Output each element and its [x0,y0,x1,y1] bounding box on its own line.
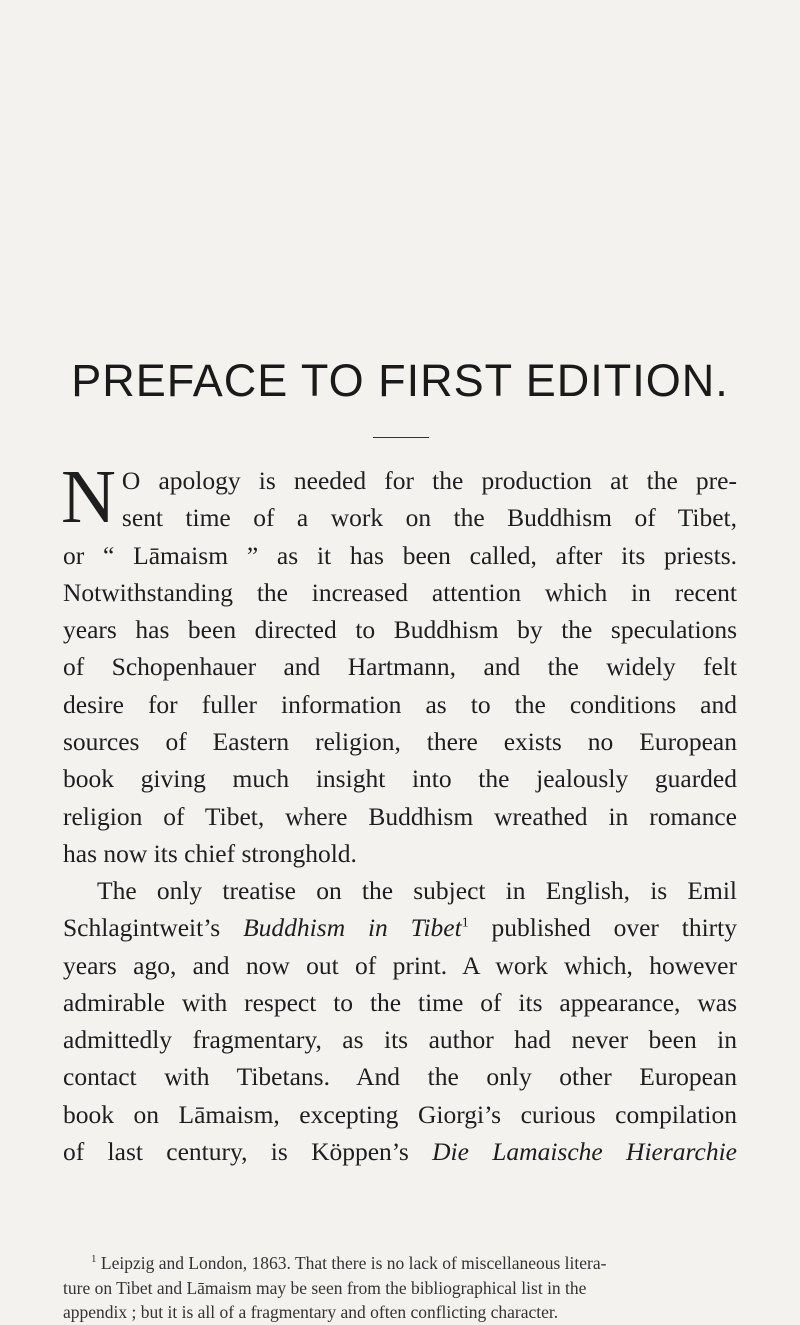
text-line: religion of Tibet, where Buddhism wreathed in romance [63,801,737,831]
text-line: Notwithstanding the increased attention which in recent [63,577,737,607]
text-line: book on Lāmaism, excepting Giorgi’s curious compilation [63,1099,737,1129]
text-line [63,909,737,946]
text-line: contact with Tibetans. And the only other European [63,1062,737,1092]
text-line: of Schopenhauer and Hartmann, and the widely felt [63,652,737,682]
text-run: Leipzig and London, 1863. That there is no lack of miscellaneous litera- [96,1253,607,1273]
text-run: Schlagintweit’s [63,913,244,943]
text-line: sent time of a work on the Buddhism of Tibet, [121,503,737,533]
text-run: of last century, is Köppen’s [63,1137,433,1167]
drop-cap: N [61,455,116,539]
paragraph-2 [63,872,737,1170]
text-line: desire for fuller information as to the conditions and [63,689,737,719]
text-line: years has been directed to Buddhism by the speculations [63,615,737,645]
text-line: or “ Lāmaism ” as it has been called, after its priests. [63,540,737,570]
footnote-line [63,1251,737,1276]
text-line: has now its chief stronghold. [63,838,357,868]
footnote-line: appendix ; but it is all of a fragmentary and often conflicting character. [63,1302,559,1322]
footnote-reference: 1 [461,915,469,931]
text-line: book giving much insight into the jealously guarded [63,764,737,794]
footnote [63,1251,737,1325]
title-divider [373,437,429,438]
page-title: PREFACE TO FIRST EDITION. [71,355,729,406]
text-line: admittedly fragmentary, as its author had never been in [63,1025,737,1055]
book-title-italic: Die Lamaische Hierarchie [432,1137,737,1167]
text-run: published over thirty [468,913,737,943]
text-line [63,1133,737,1170]
text-line: sources of Eastern religion, there exists no European [63,727,737,757]
text-line: admirable with respect to the time of its appearance, was [63,987,737,1017]
paragraph-1 [61,455,737,872]
text-line: The only treatise on the subject in English, is Emil [97,876,737,905]
text-line: years ago, and now out of print. A work which, however [63,950,737,980]
footnote-mark: 1 [91,1253,97,1266]
footnote-line: ture on Tibet and Lāmaism may be seen from the bibliographical list in the [63,1277,587,1298]
book-title-italic: Buddhism in Tibet [243,913,462,943]
text-line: O apology is needed for the production at the pre- [121,466,737,495]
